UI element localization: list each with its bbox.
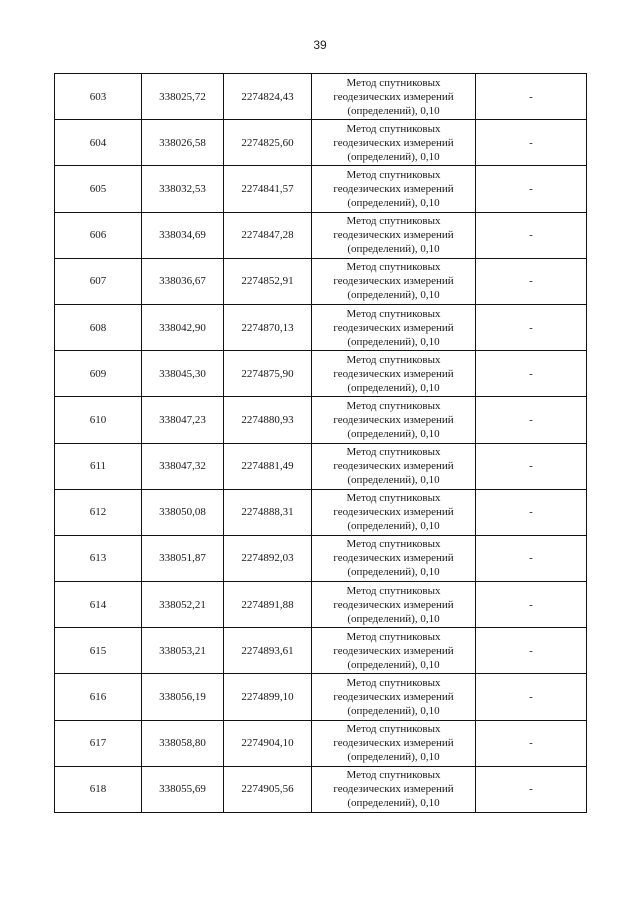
method-text-line: геодезических измерений (333, 783, 454, 796)
method-text-line: Метод спутниковых (346, 446, 441, 459)
method-text-line: геодезических измерений (333, 598, 454, 611)
method-text-line: геодезических измерений (333, 460, 454, 473)
method-text-line: (определений), 0,10 (347, 335, 440, 348)
description-cell: - (476, 304, 587, 350)
method-text-line: Метод спутниковых (346, 769, 441, 782)
method-cell (312, 582, 476, 628)
point-number-cell: 618 (55, 766, 142, 812)
method-text-line: Метод спутниковых (346, 538, 441, 551)
y-coordinate-cell: 2274881,49 (224, 443, 312, 489)
method-text-line: Метод спутниковых (346, 353, 441, 366)
table-row (55, 397, 587, 443)
method-cell (312, 397, 476, 443)
point-number-cell: 611 (55, 443, 142, 489)
method-text-line: (определений), 0,10 (347, 104, 440, 117)
x-coordinate-cell: 338034,69 (142, 212, 224, 258)
method-text-line: геодезических измерений (333, 413, 454, 426)
method-cell (312, 489, 476, 535)
description-cell: - (476, 535, 587, 581)
coordinates-table-body (55, 74, 587, 813)
method-text-line: Метод спутниковых (346, 261, 441, 274)
method-text-line: (определений), 0,10 (347, 612, 440, 625)
description-cell: - (476, 489, 587, 535)
x-coordinate-cell: 338047,23 (142, 397, 224, 443)
x-coordinate-cell: 338032,53 (142, 166, 224, 212)
table-row (55, 166, 587, 212)
method-text-line: геодезических измерений (333, 229, 454, 242)
point-number-cell: 614 (55, 582, 142, 628)
point-number-cell: 613 (55, 535, 142, 581)
table-row (55, 304, 587, 350)
method-text-line: Метод спутниковых (346, 723, 441, 736)
table-row (55, 351, 587, 397)
point-number-cell: 606 (55, 212, 142, 258)
method-text-line: (определений), 0,10 (347, 566, 440, 579)
method-text-line: (определений), 0,10 (347, 658, 440, 671)
method-cell (312, 351, 476, 397)
point-number-cell: 612 (55, 489, 142, 535)
page-number: 39 (313, 38, 327, 52)
y-coordinate-cell: 2274892,03 (224, 535, 312, 581)
y-coordinate-cell: 2274905,56 (224, 766, 312, 812)
method-cell (312, 304, 476, 350)
method-cell (312, 166, 476, 212)
method-cell (312, 258, 476, 304)
method-text-line: Метод спутниковых (346, 76, 441, 89)
method-text-line: (определений), 0,10 (347, 797, 440, 810)
method-cell (312, 443, 476, 489)
description-cell: - (476, 212, 587, 258)
method-text-line: геодезических измерений (333, 506, 454, 519)
method-text-line: Метод спутниковых (346, 492, 441, 505)
method-text-line: (определений), 0,10 (347, 150, 440, 163)
method-text-line: Метод спутниковых (346, 399, 441, 412)
method-text-line: геодезических измерений (333, 136, 454, 149)
method-text-line: (определений), 0,10 (347, 289, 440, 302)
x-coordinate-cell: 338058,80 (142, 720, 224, 766)
method-cell (312, 766, 476, 812)
y-coordinate-cell: 2274891,88 (224, 582, 312, 628)
y-coordinate-cell: 2274893,61 (224, 628, 312, 674)
table-row (55, 628, 587, 674)
method-text-line: (определений), 0,10 (347, 243, 440, 256)
method-text-line: геодезических измерений (333, 321, 454, 334)
method-text-line: Метод спутниковых (346, 630, 441, 643)
point-number-cell: 603 (55, 74, 142, 120)
description-cell: - (476, 351, 587, 397)
description-cell: - (476, 74, 587, 120)
table-row (55, 535, 587, 581)
x-coordinate-cell: 338036,67 (142, 258, 224, 304)
method-text-line: геодезических измерений (333, 737, 454, 750)
table-row (55, 74, 587, 120)
table-row (55, 720, 587, 766)
description-cell: - (476, 443, 587, 489)
table-row (55, 766, 587, 812)
point-number-cell: 605 (55, 166, 142, 212)
method-text-line: Метод спутниковых (346, 122, 441, 135)
table-row (55, 258, 587, 304)
description-cell: - (476, 628, 587, 674)
method-text-line: геодезических измерений (333, 691, 454, 704)
x-coordinate-cell: 338045,30 (142, 351, 224, 397)
x-coordinate-cell: 338052,21 (142, 582, 224, 628)
table-row (55, 443, 587, 489)
method-text-line: геодезических измерений (333, 90, 454, 103)
description-cell: - (476, 766, 587, 812)
table-row (55, 674, 587, 720)
point-number-cell: 607 (55, 258, 142, 304)
method-text-line: Метод спутниковых (346, 168, 441, 181)
description-cell: - (476, 397, 587, 443)
table-row (55, 489, 587, 535)
method-text-line: геодезических измерений (333, 367, 454, 380)
table-row (55, 212, 587, 258)
y-coordinate-cell: 2274888,31 (224, 489, 312, 535)
point-number-cell: 608 (55, 304, 142, 350)
method-text-line: Метод спутниковых (346, 215, 441, 228)
method-text-line: (определений), 0,10 (347, 705, 440, 718)
description-cell: - (476, 582, 587, 628)
y-coordinate-cell: 2274904,10 (224, 720, 312, 766)
y-coordinate-cell: 2274880,93 (224, 397, 312, 443)
method-text-line: геодезических измерений (333, 182, 454, 195)
method-text-line: (определений), 0,10 (347, 474, 440, 487)
method-text-line: геодезических измерений (333, 552, 454, 565)
x-coordinate-cell: 338026,58 (142, 120, 224, 166)
x-coordinate-cell: 338056,19 (142, 674, 224, 720)
y-coordinate-cell: 2274852,91 (224, 258, 312, 304)
y-coordinate-cell: 2274847,28 (224, 212, 312, 258)
x-coordinate-cell: 338053,21 (142, 628, 224, 674)
y-coordinate-cell: 2274870,13 (224, 304, 312, 350)
y-coordinate-cell: 2274841,57 (224, 166, 312, 212)
method-text-line: (определений), 0,10 (347, 381, 440, 394)
x-coordinate-cell: 338025,72 (142, 74, 224, 120)
method-text-line: геодезических измерений (333, 275, 454, 288)
point-number-cell: 610 (55, 397, 142, 443)
y-coordinate-cell: 2274875,90 (224, 351, 312, 397)
method-cell (312, 74, 476, 120)
method-text-line: (определений), 0,10 (347, 427, 440, 440)
coordinates-table (54, 73, 587, 813)
method-cell (312, 674, 476, 720)
method-text-line: Метод спутниковых (346, 584, 441, 597)
method-cell (312, 120, 476, 166)
point-number-cell: 616 (55, 674, 142, 720)
y-coordinate-cell: 2274899,10 (224, 674, 312, 720)
x-coordinate-cell: 338047,32 (142, 443, 224, 489)
x-coordinate-cell: 338055,69 (142, 766, 224, 812)
method-text-line: (определений), 0,10 (347, 520, 440, 533)
point-number-cell: 615 (55, 628, 142, 674)
description-cell: - (476, 258, 587, 304)
point-number-cell: 609 (55, 351, 142, 397)
x-coordinate-cell: 338050,08 (142, 489, 224, 535)
point-number-cell: 617 (55, 720, 142, 766)
method-text-line: Метод спутниковых (346, 677, 441, 690)
method-text-line: Метод спутниковых (346, 307, 441, 320)
point-number-cell: 604 (55, 120, 142, 166)
x-coordinate-cell: 338042,90 (142, 304, 224, 350)
x-coordinate-cell: 338051,87 (142, 535, 224, 581)
method-text-line: (определений), 0,10 (347, 751, 440, 764)
method-text-line: геодезических измерений (333, 644, 454, 657)
method-cell (312, 535, 476, 581)
table-row (55, 120, 587, 166)
description-cell: - (476, 166, 587, 212)
method-text-line: (определений), 0,10 (347, 196, 440, 209)
method-cell (312, 628, 476, 674)
description-cell: - (476, 720, 587, 766)
method-cell (312, 720, 476, 766)
description-cell: - (476, 674, 587, 720)
description-cell: - (476, 120, 587, 166)
y-coordinate-cell: 2274824,43 (224, 74, 312, 120)
y-coordinate-cell: 2274825,60 (224, 120, 312, 166)
method-cell (312, 212, 476, 258)
table-row (55, 582, 587, 628)
